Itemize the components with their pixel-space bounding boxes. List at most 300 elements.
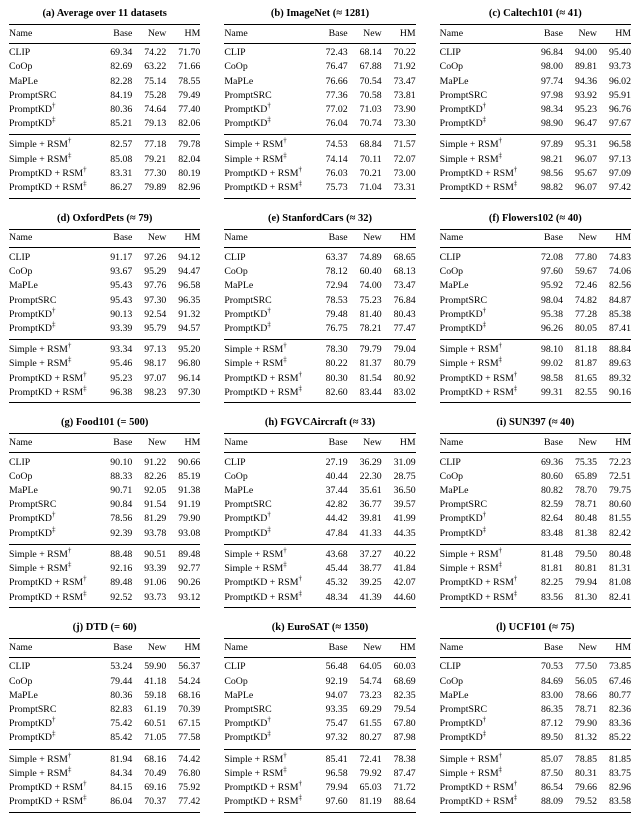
- table-row: [440, 453, 631, 470]
- method-name: CoOp: [224, 470, 248, 482]
- method-name-cell: [224, 340, 313, 358]
- method-name: Simple + RSM: [9, 139, 68, 151]
- method-name: PromptKD: [439, 527, 483, 539]
- method-name-cell: [440, 527, 529, 545]
- method-superscript: †: [83, 165, 87, 174]
- table-label: (j): [72, 622, 84, 634]
- table-row: [9, 308, 200, 322]
- table-row: [9, 453, 200, 470]
- value-cell: 88.84: [608, 344, 631, 356]
- method-name: PromptKD + RSM: [224, 182, 299, 194]
- subtable: [440, 416, 631, 608]
- method-name: Simple + RSM: [439, 153, 499, 165]
- value-cell: 67.80: [393, 718, 416, 730]
- method-superscript: †: [498, 341, 503, 350]
- method-name: CLIP: [439, 661, 461, 673]
- column-header-name: Name: [9, 232, 33, 244]
- value-cell: 82.06: [178, 118, 201, 130]
- value-cell: 80.36: [110, 689, 133, 701]
- method-superscript: ‡: [298, 589, 302, 598]
- method-name-cell: [9, 135, 98, 153]
- table-row: [224, 386, 415, 403]
- method-superscript: ‡: [83, 589, 87, 598]
- value-cell: 71.92: [393, 61, 416, 73]
- method-name: PromptKD + RSM: [439, 796, 514, 808]
- value-cell: 41.99: [393, 513, 416, 525]
- value-cell: 79.78: [178, 139, 201, 151]
- method-superscript: †: [283, 341, 287, 350]
- value-cell: 83.75: [608, 767, 631, 779]
- method-name: CLIP: [224, 251, 246, 263]
- value-cell: 91.19: [178, 499, 201, 511]
- method-superscript: ‡: [52, 525, 56, 534]
- value-cell: 76.47: [325, 61, 348, 73]
- value-cell: 87.12: [540, 718, 563, 730]
- table-row: [9, 576, 200, 590]
- method-name-cell: [440, 470, 529, 484]
- method-name: CoOp: [439, 675, 464, 687]
- value-cell: 27.19: [325, 456, 348, 468]
- value-cell: 97.30: [178, 386, 201, 398]
- column-header-name: Name: [439, 641, 464, 653]
- rsm-section: [224, 749, 415, 812]
- value-cell: 76.03: [325, 167, 348, 179]
- column-header-hm: HM: [399, 641, 416, 653]
- value-cell: 81.18: [574, 344, 597, 356]
- value-cell: 37.44: [325, 485, 348, 497]
- column-header-base: Base: [328, 436, 348, 448]
- value-cell: 70.58: [359, 89, 382, 101]
- value-cell: 89.48: [178, 548, 201, 560]
- table-title: [440, 416, 631, 429]
- value-cell: 87.98: [393, 732, 416, 744]
- value-cell: 89.63: [608, 358, 631, 370]
- method-name: CLIP: [9, 47, 31, 59]
- value-cell: 90.66: [178, 456, 201, 468]
- column-header-base: Base: [543, 436, 563, 448]
- method-name: PromptSRC: [439, 89, 488, 101]
- value-cell: 81.87: [574, 358, 597, 370]
- value-cell: 94.57: [178, 322, 201, 334]
- method-name: PromptKD + RSM: [9, 782, 84, 794]
- value-cell: 73.81: [393, 89, 416, 101]
- method-name-cell: [224, 135, 313, 153]
- method-name-cell: [9, 265, 98, 279]
- column-header-name: Name: [224, 232, 248, 244]
- value-cell: 91.38: [178, 485, 201, 497]
- value-cell: 44.42: [325, 513, 348, 525]
- table-title-text: UCF101 (≈ 75): [508, 622, 575, 634]
- method-name: MaPLe: [224, 75, 254, 87]
- table-title-text: Caltech101 (≈ 41): [503, 8, 582, 19]
- value-cell: 81.30: [574, 591, 597, 603]
- header-row: [224, 434, 415, 453]
- value-cell: 90.51: [144, 548, 167, 560]
- table-row: [9, 470, 200, 484]
- value-cell: 80.82: [540, 485, 563, 497]
- header-row: [9, 229, 200, 248]
- value-cell: 92.16: [110, 563, 133, 575]
- value-cell: 85.38: [608, 308, 631, 320]
- table-title-text: StanfordCars (≈ 32): [282, 212, 373, 224]
- table-row: [440, 544, 631, 562]
- method-name-cell: [224, 181, 313, 198]
- value-cell: 78.56: [110, 513, 133, 525]
- rsm-section: [440, 340, 631, 403]
- subtable: [224, 621, 415, 813]
- method-name: Simple + RSM: [224, 358, 284, 370]
- method-name: MaPLe: [439, 689, 469, 701]
- table-title-text: OxfordPets (≈ 79): [72, 212, 153, 224]
- value-cell: 56.48: [325, 661, 348, 673]
- value-cell: 68.16: [144, 753, 167, 765]
- results-table: [440, 433, 631, 608]
- value-cell: 41.39: [359, 591, 382, 603]
- methods-section: [440, 657, 631, 749]
- method-name: MaPLe: [9, 75, 38, 87]
- table-row: [224, 512, 415, 526]
- method-name-cell: [440, 43, 529, 60]
- value-cell: 86.54: [540, 782, 563, 794]
- value-cell: 80.60: [540, 470, 563, 482]
- table-row: [224, 340, 415, 358]
- value-cell: 84.34: [110, 767, 133, 779]
- table-row: [224, 43, 415, 60]
- method-name: PromptSRC: [9, 704, 57, 716]
- method-name-cell: [9, 322, 98, 340]
- table-row: [440, 498, 631, 512]
- method-superscript: †: [482, 101, 487, 110]
- method-superscript: ‡: [482, 730, 487, 739]
- value-cell: 77.42: [178, 796, 201, 808]
- table-row: [9, 248, 200, 265]
- value-cell: 71.70: [178, 47, 201, 59]
- subtable: [440, 212, 631, 404]
- value-cell: 93.39: [144, 563, 167, 575]
- method-superscript: †: [52, 101, 56, 110]
- column-header-name: Name: [224, 436, 248, 448]
- value-cell: 86.27: [110, 182, 133, 194]
- table-row: [440, 527, 631, 545]
- value-cell: 82.69: [110, 61, 133, 73]
- value-cell: 48.34: [325, 591, 348, 603]
- table-row: [224, 265, 415, 279]
- value-cell: 77.28: [574, 308, 597, 320]
- method-name-cell: [9, 386, 98, 403]
- table-row: [440, 562, 631, 576]
- value-cell: 98.58: [540, 372, 563, 384]
- method-name: PromptKD: [439, 104, 483, 116]
- value-cell: 80.43: [393, 308, 416, 320]
- value-cell: 82.96: [178, 182, 201, 194]
- method-name-cell: [9, 675, 98, 689]
- method-name: PromptKD + RSM: [9, 167, 84, 179]
- method-superscript: †: [283, 546, 287, 555]
- table-row: [440, 591, 631, 608]
- table-label: (d): [57, 212, 70, 224]
- method-name: PromptKD + RSM: [224, 167, 299, 179]
- method-name: Simple + RSM: [439, 139, 499, 151]
- table-title: [440, 212, 631, 225]
- value-cell: 47.84: [325, 527, 348, 539]
- value-cell: 38.77: [359, 563, 382, 575]
- value-cell: 95.43: [110, 280, 133, 292]
- value-cell: 80.30: [325, 372, 348, 384]
- method-superscript: ‡: [83, 793, 87, 802]
- table-row: [440, 308, 631, 322]
- value-cell: 94.36: [574, 75, 597, 87]
- table-title-text: Food101 (= 500): [75, 417, 149, 429]
- method-name-cell: [9, 749, 98, 767]
- method-name: PromptKD: [9, 718, 53, 730]
- value-cell: 98.17: [144, 358, 167, 370]
- method-name-cell: [224, 591, 313, 608]
- value-cell: 41.84: [393, 563, 416, 575]
- column-header-name: Name: [9, 436, 33, 448]
- method-name: PromptKD: [224, 718, 268, 730]
- table-row: [440, 512, 631, 526]
- value-cell: 74.89: [359, 251, 382, 263]
- method-superscript: ‡: [482, 115, 487, 124]
- value-cell: 79.94: [574, 577, 597, 589]
- table-row: [9, 279, 200, 293]
- value-cell: 77.36: [325, 89, 348, 101]
- table-title: [224, 621, 415, 634]
- method-name: CLIP: [224, 456, 246, 468]
- value-cell: 82.25: [540, 577, 563, 589]
- value-cell: 81.94: [110, 753, 133, 765]
- method-name: Simple + RSM: [439, 358, 499, 370]
- value-cell: 73.23: [359, 689, 382, 701]
- method-name: PromptKD + RSM: [9, 372, 84, 384]
- value-cell: 93.92: [574, 89, 597, 101]
- method-superscript: ‡: [67, 356, 72, 365]
- table-title-text: DTD (= 60): [85, 622, 137, 634]
- column-header-base: Base: [113, 27, 133, 39]
- value-cell: 98.34: [540, 104, 563, 116]
- table-row: [224, 675, 415, 689]
- table-label: (h): [264, 417, 278, 429]
- value-cell: 98.10: [540, 344, 563, 356]
- value-cell: 96.35: [178, 294, 201, 306]
- column-header-name: Name: [439, 232, 464, 244]
- value-cell: 45.32: [325, 577, 348, 589]
- table-row: [9, 294, 200, 308]
- value-cell: 89.32: [608, 372, 631, 384]
- method-name: Simple + RSM: [9, 753, 68, 765]
- method-name: PromptSRC: [439, 704, 488, 716]
- value-cell: 93.35: [325, 704, 348, 716]
- table-title: [224, 416, 415, 429]
- value-cell: 93.12: [178, 591, 201, 603]
- value-cell: 97.74: [540, 75, 563, 87]
- value-cell: 97.60: [325, 796, 348, 808]
- table-row: [9, 717, 200, 731]
- value-cell: 77.40: [178, 104, 201, 116]
- table-row: [440, 749, 631, 767]
- method-superscript: †: [83, 779, 87, 788]
- method-name: MaPLe: [224, 280, 254, 292]
- table-title: [224, 212, 415, 225]
- table-row: [224, 153, 415, 167]
- column-header-new: New: [363, 641, 382, 653]
- method-name: PromptKD: [224, 527, 268, 539]
- value-cell: 79.79: [359, 344, 382, 356]
- value-cell: 70.49: [144, 767, 167, 779]
- method-name: Simple + RSM: [9, 548, 68, 560]
- table-row: [224, 103, 415, 117]
- method-name-cell: [440, 657, 529, 674]
- method-name-cell: [224, 248, 313, 265]
- table-row: [440, 248, 631, 265]
- table-label: (f): [488, 212, 500, 224]
- table-row: [9, 340, 200, 358]
- value-cell: 85.21: [110, 118, 133, 130]
- table-row: [440, 135, 631, 153]
- method-superscript: †: [482, 715, 487, 724]
- table-row: [440, 265, 631, 279]
- value-cell: 43.68: [325, 548, 348, 560]
- method-name: CoOp: [439, 470, 464, 482]
- method-name: PromptKD + RSM: [439, 591, 514, 603]
- method-name: PromptKD + RSM: [9, 577, 84, 589]
- table-row: [9, 591, 200, 608]
- value-cell: 67.88: [359, 61, 382, 73]
- value-cell: 78.85: [574, 753, 597, 765]
- table-row: [224, 89, 415, 103]
- value-cell: 81.48: [540, 548, 563, 560]
- method-name: CLIP: [439, 456, 461, 468]
- method-name-cell: [9, 43, 98, 60]
- method-name: Simple + RSM: [224, 563, 284, 575]
- value-cell: 77.47: [393, 322, 416, 334]
- value-cell: 79.92: [359, 767, 382, 779]
- method-name-cell: [440, 340, 529, 358]
- table-row: [440, 689, 631, 703]
- value-cell: 96.07: [574, 153, 597, 165]
- value-cell: 73.90: [393, 104, 416, 116]
- value-cell: 83.56: [540, 591, 563, 603]
- method-name: Simple + RSM: [224, 344, 284, 356]
- value-cell: 90.84: [110, 499, 133, 511]
- method-superscript: ‡: [67, 765, 72, 774]
- method-name-cell: [224, 117, 313, 135]
- value-cell: 83.00: [540, 689, 563, 701]
- table-row: [9, 703, 200, 717]
- method-name-cell: [9, 591, 98, 608]
- column-header-name: Name: [224, 27, 248, 39]
- value-cell: 71.05: [144, 732, 167, 744]
- value-cell: 77.50: [574, 661, 597, 673]
- table-row: [440, 470, 631, 484]
- method-name: Simple + RSM: [224, 767, 284, 779]
- method-name-cell: [9, 340, 98, 358]
- method-name: PromptKD + RSM: [439, 167, 514, 179]
- value-cell: 73.31: [393, 182, 416, 194]
- value-cell: 97.89: [540, 139, 563, 151]
- value-cell: 81.19: [359, 796, 382, 808]
- value-cell: 80.05: [574, 322, 597, 334]
- value-cell: 94.00: [574, 47, 597, 59]
- table-row: [224, 795, 415, 812]
- column-header-base: Base: [543, 27, 563, 39]
- method-name: PromptSRC: [9, 499, 57, 511]
- value-cell: 92.54: [144, 308, 167, 320]
- table-title-text: Average over 11 datasets: [56, 8, 167, 19]
- methods-section: [9, 248, 200, 340]
- method-name-cell: [9, 75, 98, 89]
- method-superscript: ‡: [267, 115, 271, 124]
- column-header-name: Name: [224, 641, 248, 653]
- value-cell: 79.13: [144, 118, 167, 130]
- table-row: [224, 484, 415, 498]
- value-cell: 79.50: [574, 548, 597, 560]
- column-header-name: Name: [9, 641, 33, 653]
- method-superscript: †: [498, 546, 503, 555]
- method-name-cell: [440, 265, 529, 279]
- table-row: [9, 372, 200, 386]
- method-name: PromptKD + RSM: [439, 182, 514, 194]
- value-cell: 78.70: [574, 485, 597, 497]
- methods-section: [224, 43, 415, 135]
- value-cell: 88.48: [110, 548, 133, 560]
- value-cell: 81.08: [608, 577, 631, 589]
- methods-section: [224, 248, 415, 340]
- header-row: [440, 639, 631, 658]
- table-row: [9, 322, 200, 340]
- value-cell: 80.60: [608, 499, 631, 511]
- value-cell: 28.75: [393, 470, 416, 482]
- value-cell: 80.22: [325, 358, 348, 370]
- method-superscript: †: [298, 779, 302, 788]
- method-name: Simple + RSM: [224, 153, 284, 165]
- results-table: [224, 433, 415, 608]
- method-name-cell: [9, 689, 98, 703]
- value-cell: 77.80: [574, 251, 597, 263]
- value-cell: 83.48: [540, 527, 563, 539]
- value-cell: 97.07: [144, 372, 167, 384]
- method-name: CoOp: [439, 266, 464, 278]
- value-cell: 35.61: [359, 485, 382, 497]
- value-cell: 81.31: [608, 563, 631, 575]
- table-label: (l): [496, 622, 507, 634]
- value-cell: 92.39: [110, 527, 133, 539]
- methods-section: [224, 453, 415, 545]
- value-cell: 97.13: [144, 344, 167, 356]
- value-cell: 22.30: [359, 470, 382, 482]
- table-row: [224, 181, 415, 198]
- method-name-cell: [224, 527, 313, 545]
- value-cell: 61.55: [359, 718, 382, 730]
- method-name-cell: [440, 386, 529, 403]
- method-name: PromptKD: [224, 104, 268, 116]
- table-row: [224, 75, 415, 89]
- rsm-section: [9, 340, 200, 403]
- column-header-name: Name: [439, 27, 464, 39]
- column-header-base: Base: [113, 232, 133, 244]
- table-row: [224, 576, 415, 590]
- method-name: PromptKD + RSM: [224, 386, 299, 398]
- methods-section: [9, 657, 200, 749]
- method-name: CoOp: [224, 675, 248, 687]
- value-cell: 82.55: [574, 386, 597, 398]
- method-name: Simple + RSM: [224, 753, 284, 765]
- methods-section: [9, 43, 200, 135]
- value-cell: 61.19: [144, 704, 167, 716]
- value-cell: 78.71: [574, 704, 597, 716]
- table-label: (g): [60, 417, 74, 429]
- value-cell: 44.60: [393, 591, 416, 603]
